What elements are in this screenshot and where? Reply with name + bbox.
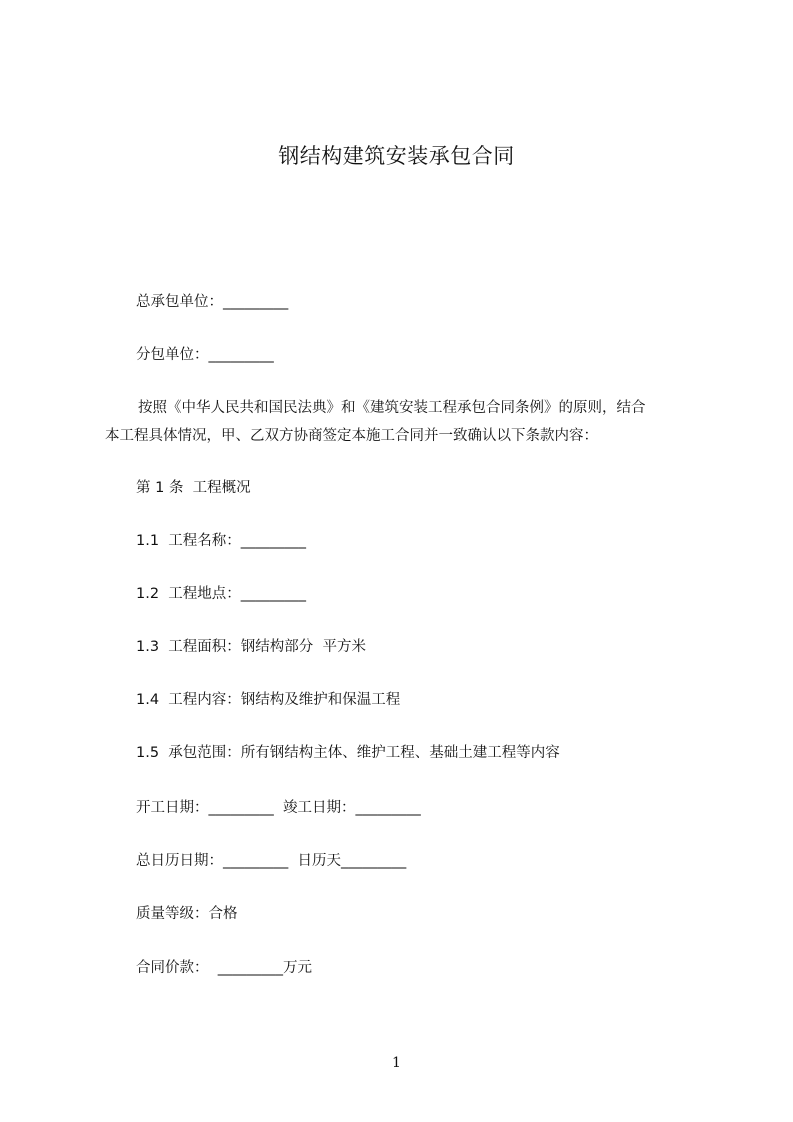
item-1-1: 1.1 工程名称：_________: [136, 533, 307, 549]
subcontractor-line: 分包单位：_________: [136, 347, 274, 363]
intro-line-1: 按照《中华人民共和国民法典》和《建筑安装工程承包合同条例》的原则，结合: [138, 400, 646, 416]
price-line: 合同价款： _________万元: [136, 960, 312, 976]
page-number: 1: [392, 1055, 401, 1071]
total-days-line: 总日历日期：_________ 日历天_________: [136, 853, 407, 869]
article-1-heading: 第 1 条 工程概况: [136, 480, 251, 496]
item-1-3: 1.3 工程面积：钢结构部分 平方米: [136, 639, 366, 655]
item-1-5: 1.5 承包范围：所有钢结构主体、维护工程、基础土建工程等内容: [136, 745, 560, 761]
dates-line: 开工日期：_________ 竣工日期：_________: [136, 800, 421, 816]
intro-paragraph: [105, 394, 705, 450]
quality-line: 质量等级：合格: [136, 906, 238, 922]
intro-line-2: 本工程具体情况，甲、乙双方协商签定本施工合同并一致确认以下条款内容：: [105, 428, 598, 444]
contractor-line: 总承包单位：_________: [136, 294, 289, 310]
document-title: 钢结构建筑安装承包合同: [278, 144, 515, 168]
item-1-4: 1.4 工程内容：钢结构及维护和保温工程: [136, 692, 401, 708]
item-1-2: 1.2 工程地点：_________: [136, 586, 307, 602]
